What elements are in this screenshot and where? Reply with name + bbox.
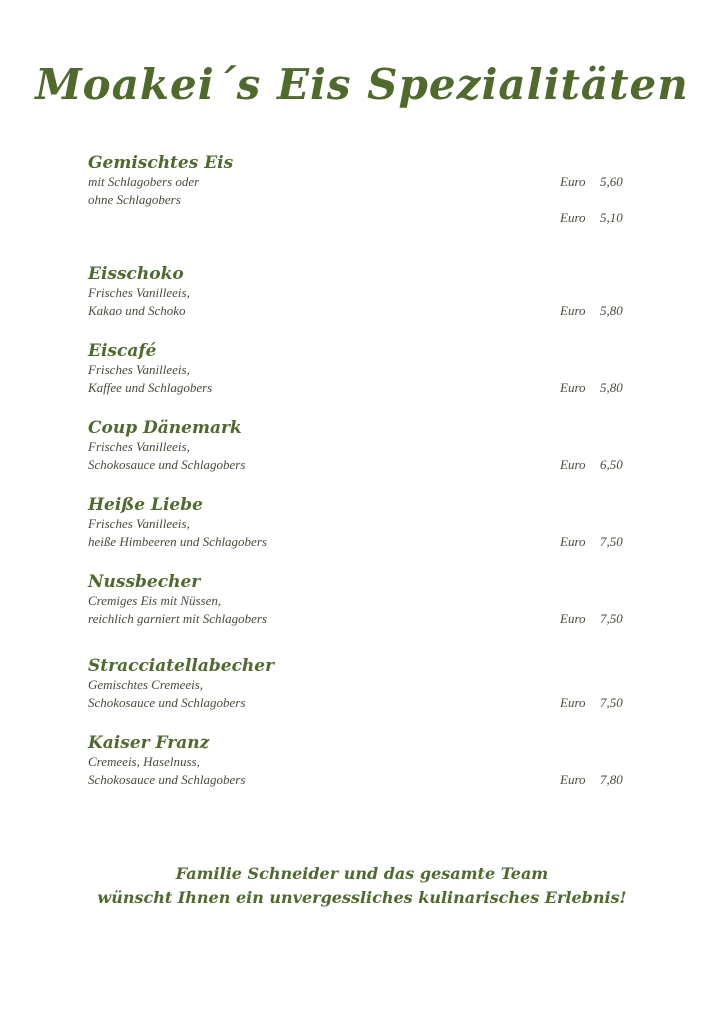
item-price: Euro 7,50 xyxy=(560,695,623,710)
item-price: Euro 7,80 xyxy=(560,772,623,787)
menu-item-nussbecher xyxy=(88,572,648,628)
item-description-line: Frisches Vanilleeis, xyxy=(88,516,190,531)
item-description-line: mit Schlagobers oder Euro 5,60 xyxy=(88,174,623,189)
item-description-line: ohne Schlagobers xyxy=(88,192,181,207)
item-description-line: Kakao und Schoko Euro 5,80 xyxy=(88,303,623,318)
item-description-line: heiße Himbeeren und Schlagobers Euro 7,50 xyxy=(88,534,623,549)
item-description-line: Frisches Vanilleeis, xyxy=(88,285,190,300)
item-price: Euro 5,60 xyxy=(560,174,623,189)
item-name: Stracciatellabecher xyxy=(88,656,275,676)
item-description-line: reichlich garniert mit Schlagobers Euro 7,50 xyxy=(88,611,623,626)
menu-item-gemischtes-eis xyxy=(88,153,648,227)
item-price: Euro 7,50 xyxy=(560,611,623,626)
item-description-line: Gemischtes Cremeeis, xyxy=(88,677,204,692)
footer-greeting xyxy=(0,862,724,910)
item-price-row xyxy=(88,209,648,227)
item-price: Euro 7,50 xyxy=(560,534,623,549)
menu-item-kaiser-franz xyxy=(88,733,648,789)
item-name: Gemischtes Eis xyxy=(88,153,234,173)
menu-item-eiscafe xyxy=(88,341,648,397)
item-price-alt: Euro 5,10 xyxy=(560,210,623,225)
item-description-line: Cremeeis, Haselnuss, xyxy=(88,754,200,769)
item-price: Euro 5,80 xyxy=(560,380,623,395)
item-name: Kaiser Franz xyxy=(88,733,210,753)
page-title: Moakei´s Eis Spezialitäten xyxy=(35,60,689,109)
item-name: Nussbecher xyxy=(88,572,201,592)
menu-item-heisse-liebe xyxy=(88,495,648,551)
item-name: Heiße Liebe xyxy=(88,495,203,515)
item-description-line: Schokosauce und Schlagobers Euro 7,80 xyxy=(88,772,623,787)
item-description-line: Frisches Vanilleeis, xyxy=(88,362,190,377)
item-description-line: Schokosauce und Schlagobers Euro 6,50 xyxy=(88,457,623,472)
item-name: Coup Dänemark xyxy=(88,418,242,438)
item-price: Euro 6,50 xyxy=(560,457,623,472)
item-description-line: Frisches Vanilleeis, xyxy=(88,439,190,454)
menu-item-coup-daenemark xyxy=(88,418,648,474)
item-description-line: Schokosauce und Schlagobers Euro 7,50 xyxy=(88,695,623,710)
item-name: Eiscafé xyxy=(88,341,157,361)
item-name: Eisschoko xyxy=(88,264,184,284)
item-price: Euro 5,80 xyxy=(560,303,623,318)
footer-line-1: Familie Schneider und das gesamte Team xyxy=(175,864,549,883)
item-description-line: Kaffee und Schlagobers Euro 5,80 xyxy=(88,380,623,395)
footer-line-2: wünscht Ihnen ein unvergessliches kulinarisches Erlebnis! xyxy=(97,888,627,907)
menu-item-stracciatellabecher xyxy=(88,656,648,712)
item-description-line: Cremiges Eis mit Nüssen, xyxy=(88,593,222,608)
menu-item-eisschoko xyxy=(88,264,648,320)
